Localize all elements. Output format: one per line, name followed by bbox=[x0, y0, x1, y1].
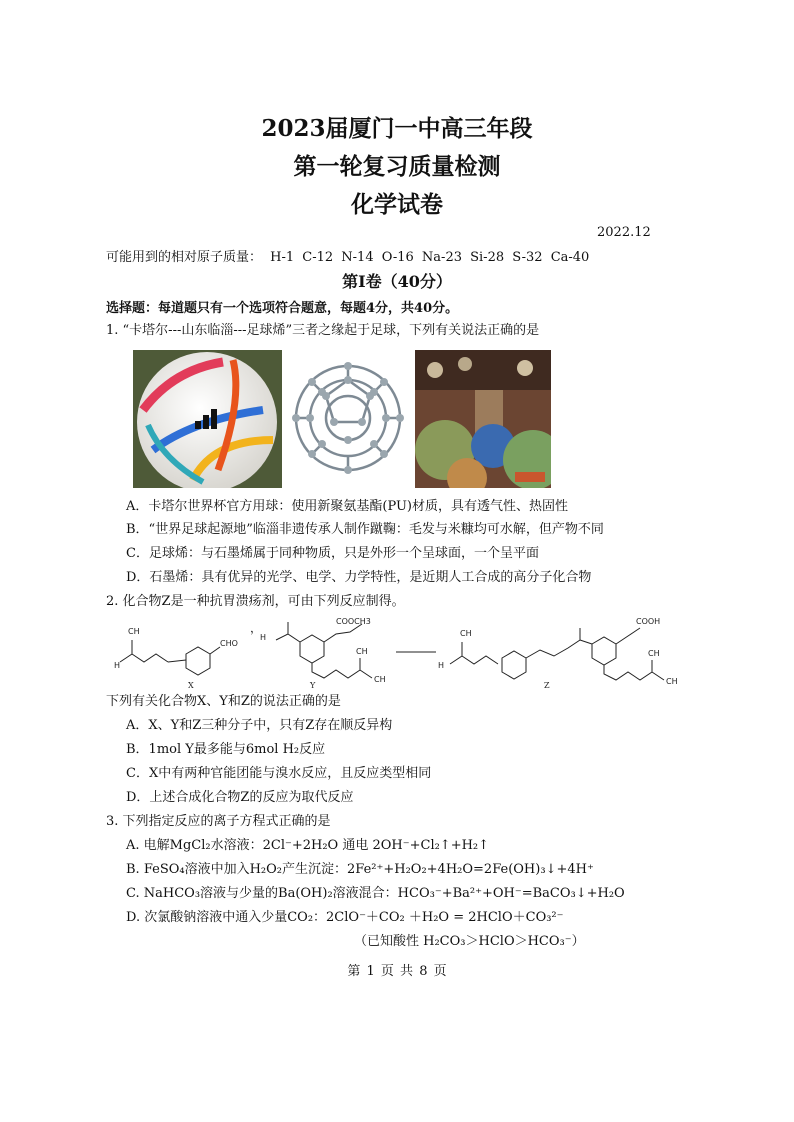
page-number: 第 1 页 共 8 页 bbox=[347, 964, 447, 979]
q3-option-c: C. NaHCO₃溶液与少量的Ba(OH)₂溶液混合：HCO₃⁻+Ba²⁺+OH⁻=BaCO₃↓+H₂O bbox=[126, 886, 625, 901]
label-z: Z bbox=[544, 681, 550, 688]
label-x: X bbox=[188, 681, 194, 688]
q2-option-b: B．1mol Y最多能与6mol H₂反应 bbox=[126, 742, 326, 757]
svg-text:CH: CH bbox=[648, 649, 660, 658]
q1-option-c: C．足球烯：与石墨烯属于同种物质，只是外形一个呈球面，一个呈平面 bbox=[126, 546, 539, 561]
q2-option-d: D．上述合成化合物Z的反应为取代反应 bbox=[126, 790, 354, 805]
section-heading: 第Ⅰ卷（40分） bbox=[342, 272, 452, 291]
title-line-1: 2023届厦门一中高三年段 bbox=[261, 115, 533, 142]
exam-date: 2022.12 bbox=[597, 225, 651, 240]
reaction-scheme bbox=[110, 612, 690, 688]
q3-option-b: B. FeSO₄溶液中加入H₂O₂产生沉淀：2Fe²⁺+H₂O₂+4H₂O=2Fe(OH)₃↓+4H⁺ bbox=[126, 862, 594, 877]
svg-text:H: H bbox=[438, 661, 445, 670]
title-line-2: 第一轮复习质量检测 bbox=[293, 153, 501, 180]
svg-text:CH: CH bbox=[460, 629, 472, 638]
q2-question: 下列有关化合物X、Y和Z的说法正确的是 bbox=[106, 694, 341, 709]
svg-text:CH: CH bbox=[128, 627, 140, 636]
svg-text:CH: CH bbox=[356, 647, 368, 656]
q1-stem: 1. “卡塔尔---山东临淄---足球烯”三者之缘起于足球，下列有关说法正确的是 bbox=[106, 323, 540, 338]
cuju-balls-photo bbox=[415, 350, 551, 488]
q2-option-a: A．X、Y和Z三种分子中，只有Z存在顺反异构 bbox=[126, 718, 393, 733]
cho-label: CHO bbox=[220, 639, 238, 648]
cooch3-label: COOCH3 bbox=[336, 617, 371, 626]
title-line-3: 化学试卷 bbox=[351, 191, 443, 218]
svg-text:CH: CH bbox=[666, 677, 678, 686]
q2-option-c: C．X中有两种官能团能与溴水反应，且反应类型相同 bbox=[126, 766, 432, 781]
q3-stem: 3. 下列指定反应的离子方程式正确的是 bbox=[106, 814, 331, 829]
fullerene-c60-model bbox=[288, 350, 408, 488]
q1-option-a: A．卡塔尔世界杯官方用球：使用新聚氨基酯(PU)材质，具有透气性、热固性 bbox=[126, 499, 569, 514]
q1-option-b: B．“世界足球起源地”临淄非遗传承人制作蹴鞠：毛发与米糠均可水解，但产物不同 bbox=[126, 522, 604, 537]
instruction: 选择题：每道题只有一个选项符合题意，每题4分，共40分。 bbox=[106, 301, 459, 316]
q3-option-a: A. 电解MgCl₂水溶液：2Cl⁻+2H₂O 通电 2OH⁻+Cl₂↑+H₂↑ bbox=[126, 838, 490, 853]
label-y: Y bbox=[310, 681, 316, 688]
atomic-masses: 可能用到的相对原子质量： H-1 C-12 N-14 O-16 Na-23 Si-28 S-32 Ca-40 bbox=[106, 250, 590, 265]
svg-text:H: H bbox=[260, 633, 267, 642]
world-cup-ball-photo bbox=[133, 350, 282, 488]
reagent-separator: ， bbox=[250, 621, 263, 635]
cooh-label: COOH bbox=[636, 617, 661, 626]
q3-note: （已知酸性 H₂CO₃＞HClO＞HCO₃⁻） bbox=[354, 934, 585, 949]
svg-text:CH: CH bbox=[374, 675, 386, 684]
q1-option-d: D．石墨烯：具有优异的光学、电学、力学特性，是近期人工合成的高分子化合物 bbox=[126, 570, 592, 585]
svg-text:H: H bbox=[114, 661, 121, 670]
q3-option-d: D. 次氯酸钠溶液中通入少量CO₂：2ClO⁻＋CO₂ ＋H₂O = 2HClO＋CO₃²⁻ bbox=[126, 910, 564, 925]
q2-stem: 2. 化合物Z是一种抗胃溃疡剂，可由下列反应制得。 bbox=[106, 594, 405, 609]
